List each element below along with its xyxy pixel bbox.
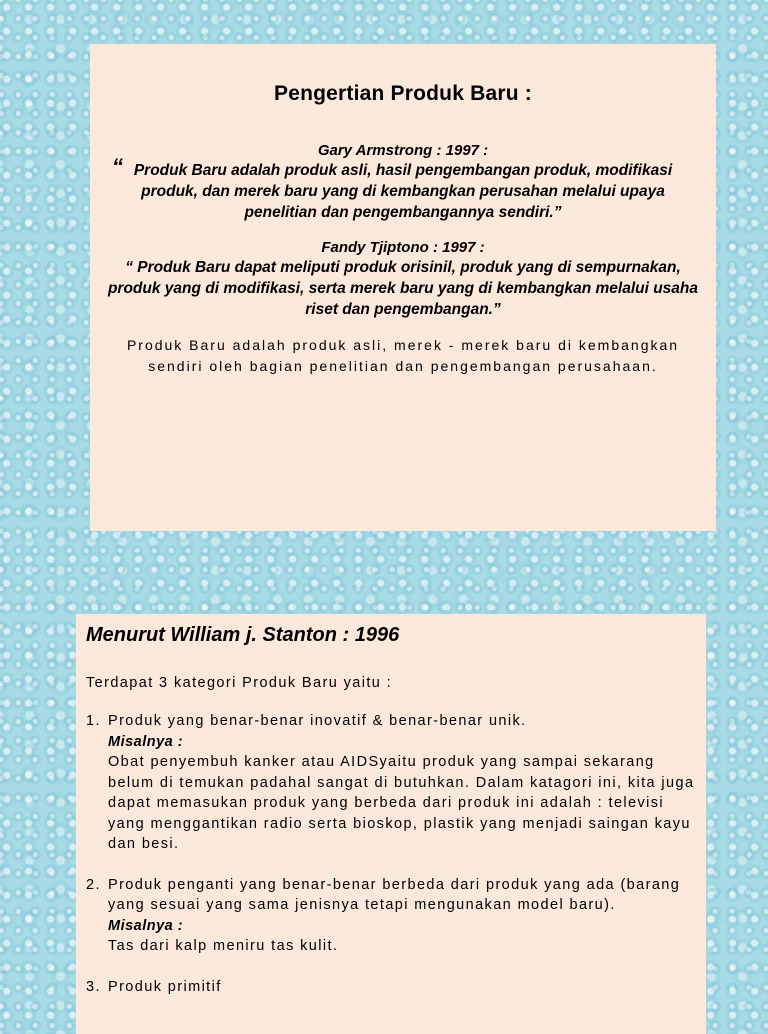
- list-item-text: Produk primitif: [108, 978, 222, 995]
- slide-title: Pengertian Produk Baru :: [273, 82, 532, 105]
- example-text: Obat penyembuh kanker atau AIDSyaitu produk yang sampai sekarang belum di temukan padahal sangat di butuhkan. Dalam katagori ini, kita juga dapat memasukan produk yang berbeda dari produk ini adalah : televisi yang menggantikan radio serta bioskop, plastik yang menjadi saingan kayu dan besi.: [108, 754, 695, 852]
- quote-tjiptono: “ Produk Baru dapat meliputi produk orisinil, produk yang di sempurnakan, produk yang di modifikasi, serta merek baru yang di kembangkan melalui usaha riset dan pengembangan.”: [107, 259, 699, 318]
- list-item: [86, 875, 696, 957]
- list-item: [86, 711, 696, 855]
- definition-summary: Produk Baru adalah produk asli, merek - merek baru di kembangkan sendiri oleh bagian penelitian dan pengembangan perusahaan.: [126, 337, 680, 374]
- quote-armstrong-text: Produk Baru adalah produk asli, hasil pengembangan produk, modifikasi produk, dan merek baru yang di kembangkan perusahan melalui upaya penelitian dan pengembangannya sendiri.”: [133, 162, 673, 221]
- list-number: 2.: [86, 876, 101, 893]
- example-text: Tas dari kalp meniru tas kulit.: [108, 938, 339, 954]
- slide-categories: [76, 614, 706, 1034]
- example-label: Misalnya :: [108, 733, 184, 750]
- author-armstrong: Gary Armstrong : 1997 :: [317, 142, 489, 159]
- list-item: [86, 977, 696, 998]
- example-label: Misalnya :: [108, 917, 184, 934]
- slide-heading: Menurut William j. Stanton : 1996: [86, 624, 400, 646]
- categories-intro: Terdapat 3 kategori Produk Baru yaitu :: [86, 675, 393, 691]
- list-item-text: Produk penganti yang benar-benar berbeda dari produk yang ada (barang yang sesuai yang sama jenisnya tetapi mengunakan model baru).: [108, 876, 681, 913]
- open-quote-mark: “: [112, 154, 123, 179]
- author-tjiptono: Fandy Tjiptono : 1997 :: [321, 239, 485, 256]
- list-number: 1.: [86, 713, 101, 729]
- slide-definition: [90, 44, 716, 531]
- list-item-text: Produk yang benar-benar inovatif & benar-benar unik.: [108, 713, 527, 729]
- quote-armstrong: [104, 154, 702, 223]
- list-number: 3.: [86, 978, 101, 995]
